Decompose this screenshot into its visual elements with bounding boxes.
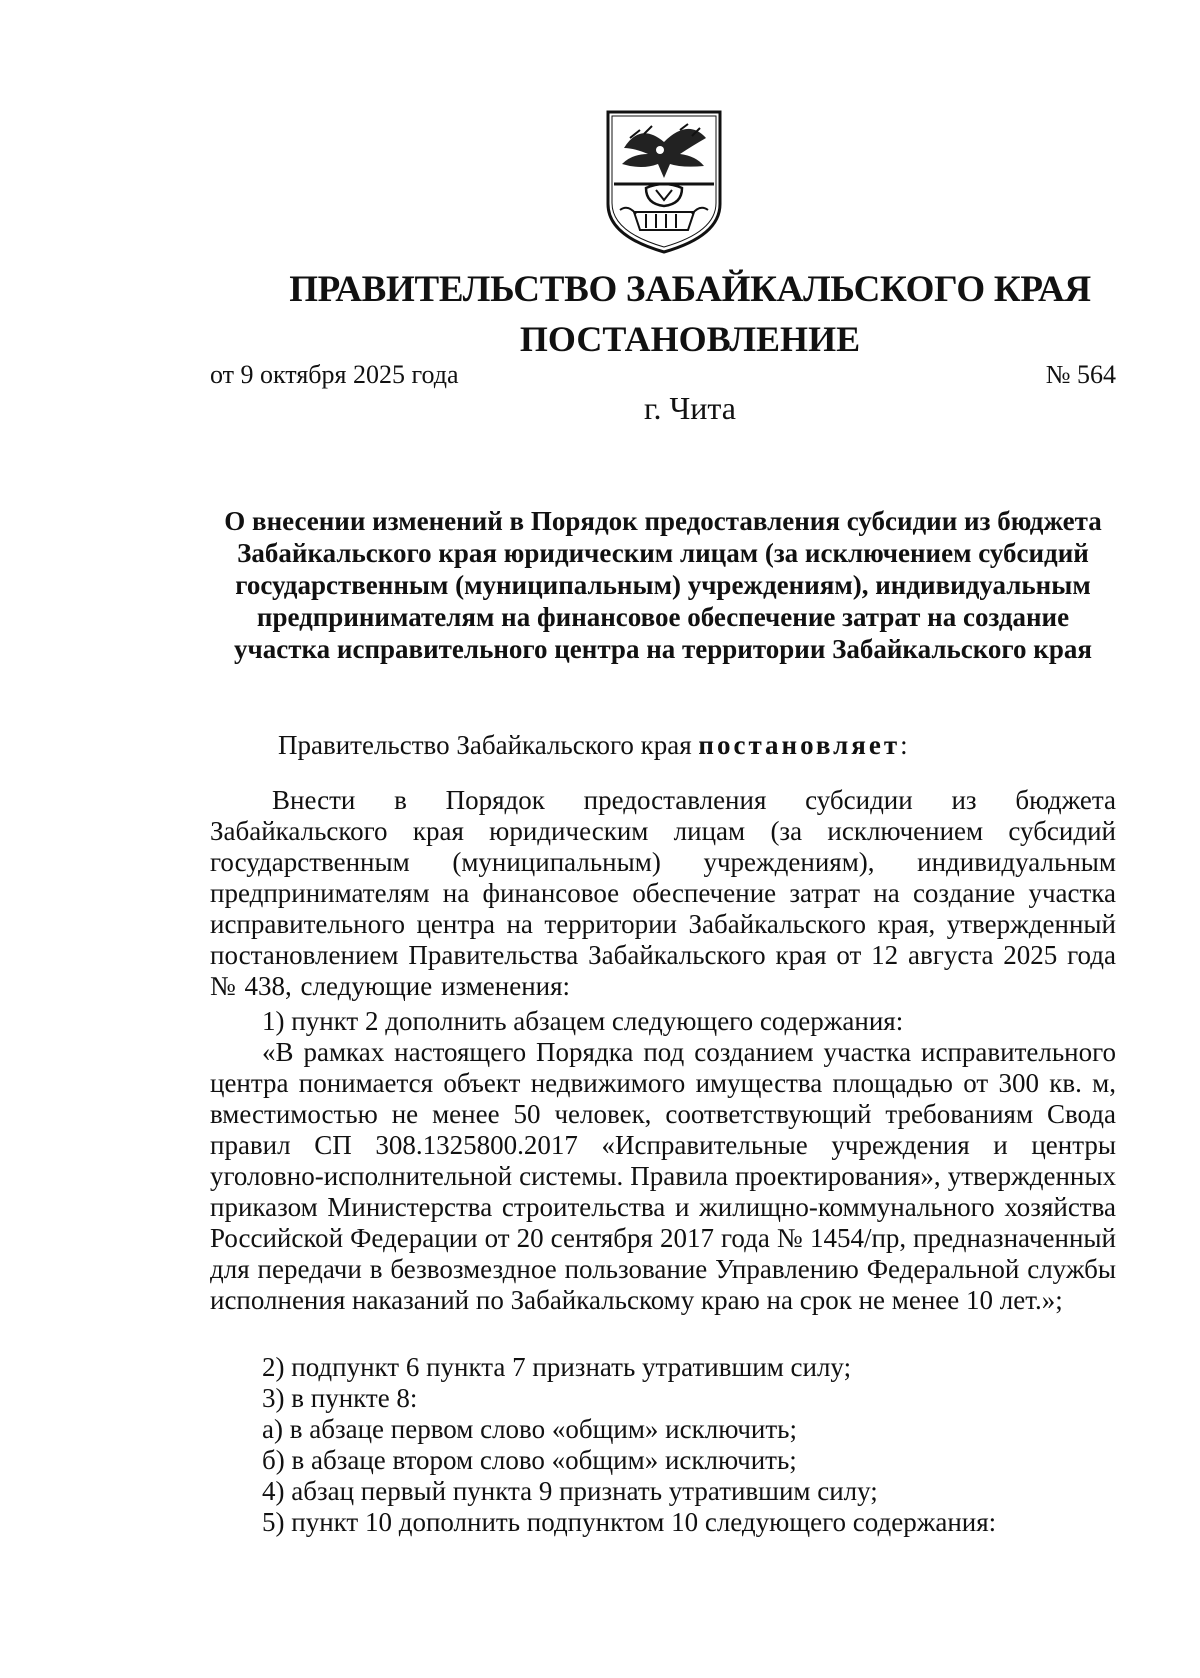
- intro-prefix: Правительство Забайкальского края: [278, 730, 699, 760]
- document-city: г. Чита: [643, 390, 736, 426]
- document-subject: О внесении изменений в Порядок предоставления субсидии из бюджета Забайкальского края юридическим лицам (за исключением субсидий государственным (муниципальным) учреждениям), индивидуальным предпринимателям на финансовое обеспечение затрат на создание участка исправительного центра на территории Забайкальского края: [224, 506, 1102, 664]
- intro-keyword: постановляет: [698, 730, 901, 760]
- coat-of-arms-icon: [600, 108, 728, 256]
- paragraph-item-3: 3) в пункте 8:: [262, 1383, 418, 1413]
- document-type: ПОСТАНОВЛЕНИЕ: [519, 319, 861, 359]
- paragraph-item-2: 2) подпункт 6 пункта 7 признать утратившим силу;: [262, 1352, 852, 1382]
- paragraph-item-4: 4) абзац первый пункта 9 признать утратившим силу;: [262, 1476, 878, 1506]
- government-title: ПРАВИТЕЛЬСТВО ЗАБАЙКАЛЬСКОГО КРАЯ: [289, 269, 1091, 310]
- intro-suffix: :: [900, 730, 908, 760]
- paragraph-item-5: 5) пункт 10 дополнить подпунктом 10 следующего содержания:: [262, 1507, 997, 1537]
- paragraph-item-3a: а) в абзаце первом слово «общим» исключить;: [262, 1414, 797, 1444]
- paragraph-quote: «В рамках настоящего Порядка под созданием участка исправительного центра понимается объект недвижимого имущества площадью от 300 кв. м, вместимостью не менее 50 человек, соответствующий требованиям Свода правил СП 308.1325800.2017 «Исправительные учреждения и центры уголовно-исполнительной системы. Правила проектирования», утвержденных приказом Министерства строительства и жилищно-коммунального хозяйства Российской Федерации от 20 сентября 2017 года № 1454/пр, предназначенный для передачи в безвозмездное пользование Управлению Федеральной службы исполнения наказаний по Забайкальскому краю на срок не менее 10 лет.»;: [210, 1037, 1116, 1315]
- resolution-intro: [210, 730, 1116, 761]
- paragraph-item-1: 1) пункт 2 дополнить абзацем следующего содержания:: [262, 1006, 904, 1036]
- document-date: от 9 октября 2025 года: [210, 360, 459, 389]
- paragraph-item-3b: б) в абзаце втором слово «общим» исключить;: [262, 1445, 797, 1475]
- paragraph-main-amendment: Внести в Порядок предоставления субсидии из бюджета Забайкальского края юридическим лицам (за исключением субсидий государственным (муниципальным) учреждениям), индивидуальным предпринимателям на финансовое обеспечение затрат на создание участка исправительного центра на территории Забайкальского края, утвержденный постановлением Правительства Забайкальского края от 12 августа 2025 года № 438, следующие изменения:: [210, 785, 1116, 1001]
- document-number: № 564: [1045, 360, 1116, 389]
